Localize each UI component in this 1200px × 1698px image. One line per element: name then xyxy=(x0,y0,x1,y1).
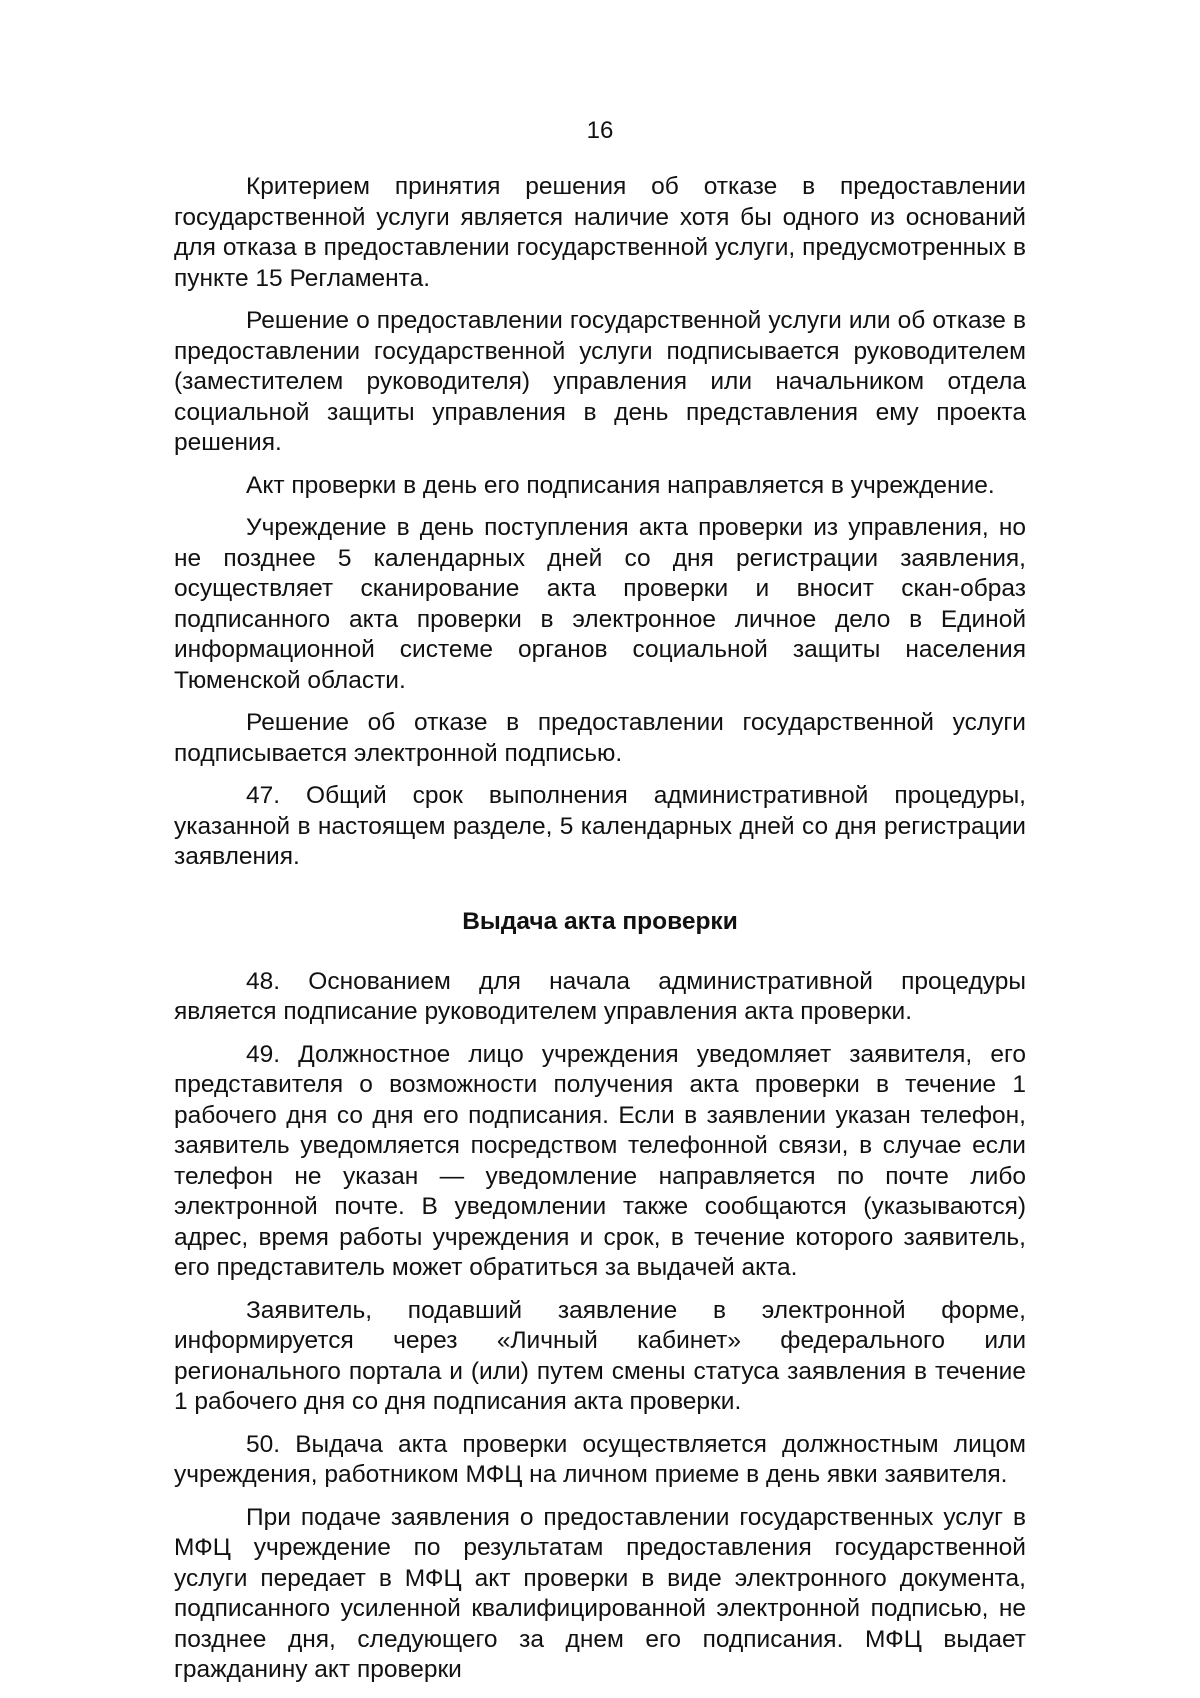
paragraph-48-basis: 48. Основанием для начала административной процедуры является подписание руководителем управления акта проверки. xyxy=(174,967,1026,1025)
paragraph-mfc-transfer: При подаче заявления о предоставлении государственных услуг в МФЦ учреждение по результатам предоставления государственной услуги передает в МФЦ акт проверки в виде электронного документа, подписанного усиленной квалифицированной электронной подписью, не позднее дня, следующего за днем его подписания. МФЦ выдает гражданину акт проверки xyxy=(174,1503,1026,1683)
paragraph-act-scanning: Учреждение в день поступления акта проверки из управления, но не позднее 5 календарных дней со дня регистрации заявления, осуществляет сканирование акта проверки и вносит скан-образ подписанного акта проверки в электронное личное дело в Единой информационной системе органов социальной защиты населения Тюменской области. xyxy=(174,514,1026,694)
paragraph-49-notification: 49. Должностное лицо учреждения уведомляет заявителя, его представителя о возможности получения акта проверки в течение 1 рабочего дня со дня его подписания. Если в заявлении указан телефон, заявитель уведомляется посредством телефонной связи, в случае если телефон не указан — уведомление направляется по почте либо электронной почте. В уведомлении также сообщаются (указываются) адрес, время работы учреждения и срок, в течение которого заявитель, его представитель может обратиться за выдачей акта. xyxy=(174,1040,1026,1281)
page-number: 16 xyxy=(586,117,614,144)
paragraph-decision-signing: Решение о предоставлении государственной услуги или об отказе в предоставлении государственной услуги подписывается руководителем (заместителем руководителя) управления или начальником отдела социальной защиты управления в день представления ему проекта решения. xyxy=(174,307,1026,456)
paragraph-47-total-term: 47. Общий срок выполнения административной процедуры, указанной в настоящем разделе, 5 календарных дней со дня регистрации заявления. xyxy=(174,782,1026,870)
section-heading: Выдача акта проверки xyxy=(462,907,738,935)
paragraph-act-sent: Акт проверки в день его подписания направляется в учреждение. xyxy=(246,471,995,499)
document-body xyxy=(174,172,1026,1698)
paragraph-electronic-signature: Решение об отказе в предоставлении государственной услуги подписывается электронной подписью. xyxy=(174,709,1026,767)
paragraph-electronic-applicant: Заявитель, подавший заявление в электронной форме, информируется через «Личный кабинет» федерального или регионального портала и (или) путем смены статуса заявления в течение 1 рабочего дня со дня подписания акта проверки. xyxy=(174,1296,1026,1415)
paragraph-50-issuance: 50. Выдача акта проверки осуществляется должностным лицом учреждения, работником МФЦ на личном приеме в день явки заявителя. xyxy=(174,1430,1026,1488)
paragraph-refusal-criterion: Критерием принятия решения об отказе в предоставлении государственной услуги является наличие хотя бы одного из оснований для отказа в предоставлении государственной услуги, предусмотренных в пункте 15 Регламента. xyxy=(174,173,1026,292)
